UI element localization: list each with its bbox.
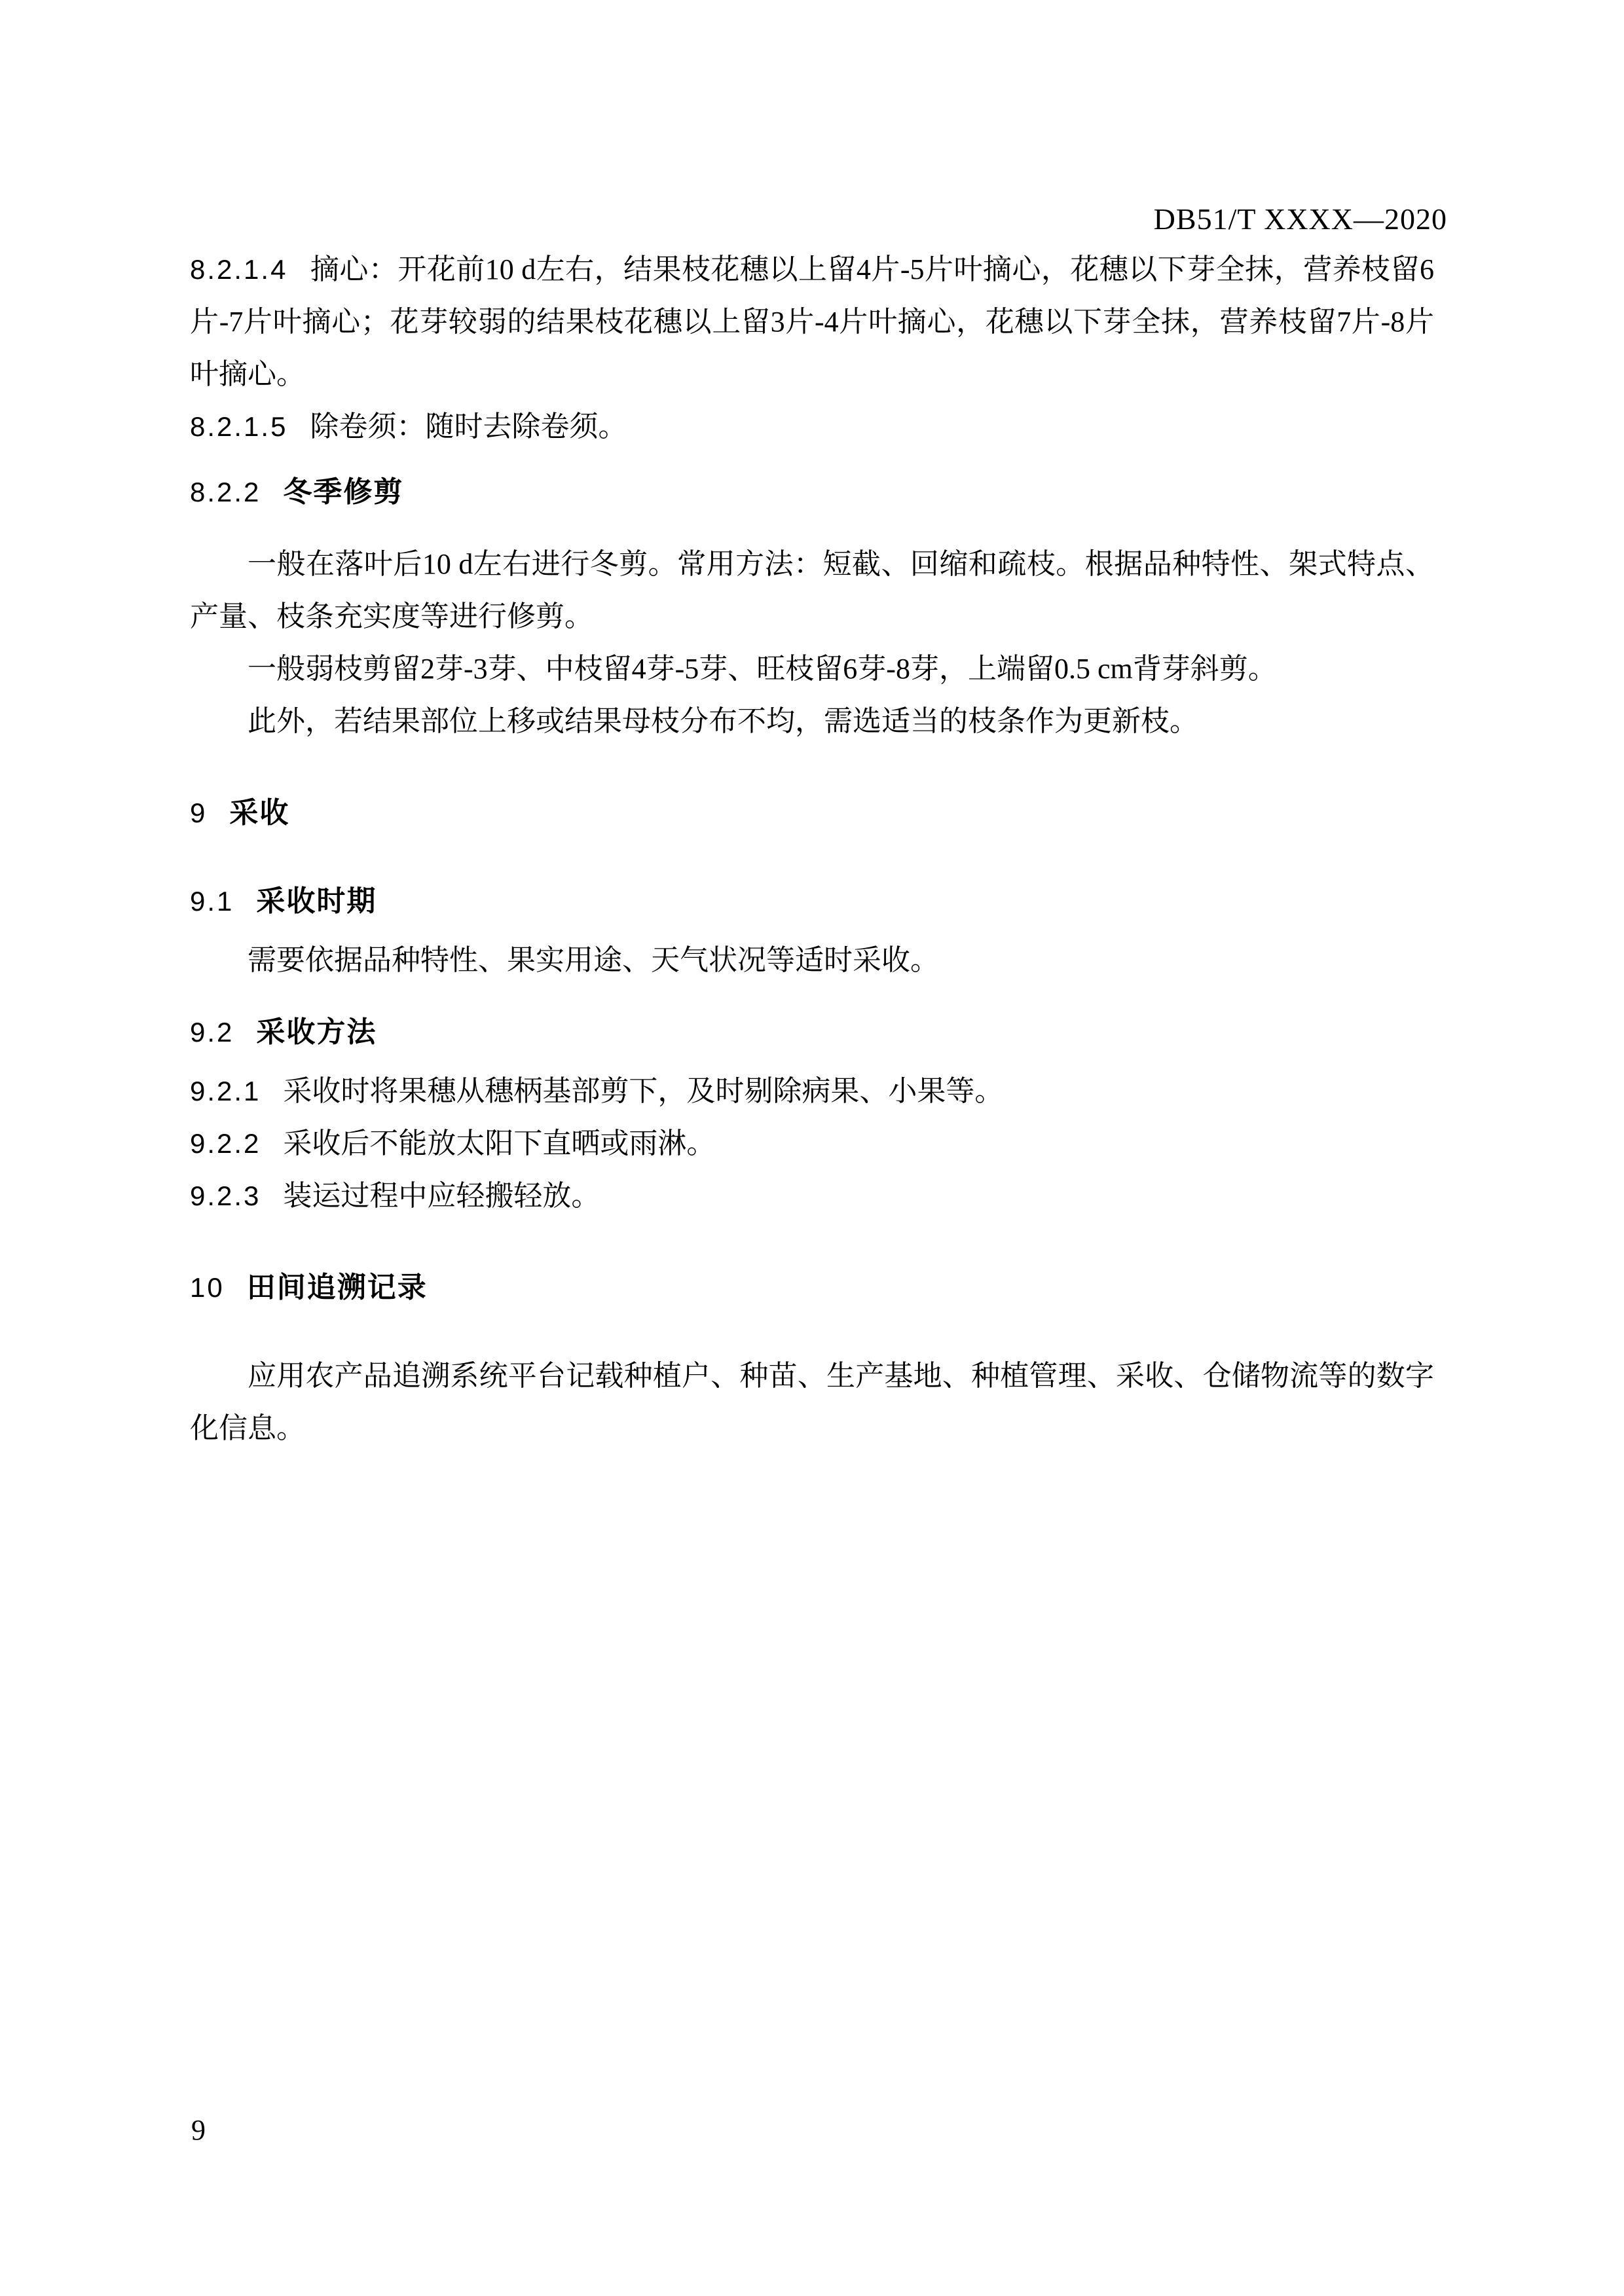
clause-number: 9.2.2 [190, 1128, 261, 1159]
clause-text: 摘心：开花前10 d左右，结果枝花穗以上留4片-5片叶摘心，花穗以下芽全抹，营养枝留6片-7片叶摘心；花芽较弱的结果枝花穗以上留3片-4片叶摘心，花穗以下芽全抹，营养枝留7片-8片叶摘心。 [190, 253, 1434, 390]
clause-8-2-1-4 [190, 244, 1434, 401]
heading-text: 冬季修剪 [283, 476, 404, 508]
page-header-standard-code: DB51/T XXXX—2020 [1153, 202, 1447, 236]
clause-text: 采收时将果穗从穗柄基部剪下，及时剔除病果、小果等。 [283, 1075, 1004, 1107]
heading-number: 8.2.2 [190, 477, 261, 507]
paragraph-traceability: 应用农产品追溯系统平台记载种植户、种苗、生产基地、种植管理、采收、仓储物流等的数字化信息。 [190, 1360, 1434, 1444]
clause-number: 8.2.1.5 [190, 411, 288, 442]
paragraph-winter-pruning-general: 一般在落叶后10 d左右进行冬剪。常用方法：短截、回缩和疏枝。根据品种特性、架式特点、产量、枝条充实度等进行修剪。 [190, 548, 1434, 632]
heading-number: 9.1 [190, 886, 234, 917]
clause-number: 9.2.3 [190, 1180, 261, 1211]
paragraph-winter-pruning-renewal: 此外，若结果部位上移或结果母枝分布不均，需选适当的枝条作为更新枝。 [248, 705, 1198, 737]
clause-text: 除卷须：随时去除卷须。 [310, 410, 627, 443]
paragraph-harvest-time: 需要依据品种特性、果实用途、天气状况等适时采收。 [248, 944, 939, 976]
heading-9-harvest [190, 787, 1434, 839]
heading-text: 田间追溯记录 [246, 1271, 428, 1303]
heading-text: 采收方法 [256, 1016, 377, 1048]
clause-text: 装运过程中应轻搬轻放。 [283, 1180, 600, 1212]
heading-number: 9.2 [190, 1017, 234, 1048]
heading-text: 采收时期 [256, 885, 377, 917]
document-content [190, 244, 1434, 1455]
heading-8-2-2 [190, 466, 1434, 519]
paragraph-winter-pruning-buds: 一般弱枝剪留2芽-3芽、中枝留4芽-5芽、旺枝留6芽-8芽，上端留0.5 cm背芽斜剪。 [248, 653, 1277, 685]
heading-number: 10 [190, 1272, 225, 1303]
clause-9-2-3 [190, 1170, 1434, 1222]
clause-text: 采收后不能放太阳下直晒或雨淋。 [283, 1127, 716, 1159]
heading-9-2-harvest-method [190, 1006, 1434, 1059]
heading-9-1-harvest-time [190, 875, 1434, 928]
heading-text: 采收 [229, 797, 290, 829]
heading-number: 9 [190, 797, 208, 828]
clause-number: 8.2.1.4 [190, 254, 288, 285]
clause-8-2-1-5 [190, 401, 1434, 453]
clause-9-2-1 [190, 1065, 1434, 1118]
heading-10-traceability [190, 1262, 1434, 1314]
clause-9-2-2 [190, 1118, 1434, 1170]
clause-number: 9.2.1 [190, 1076, 261, 1106]
page-number: 9 [191, 2114, 206, 2146]
